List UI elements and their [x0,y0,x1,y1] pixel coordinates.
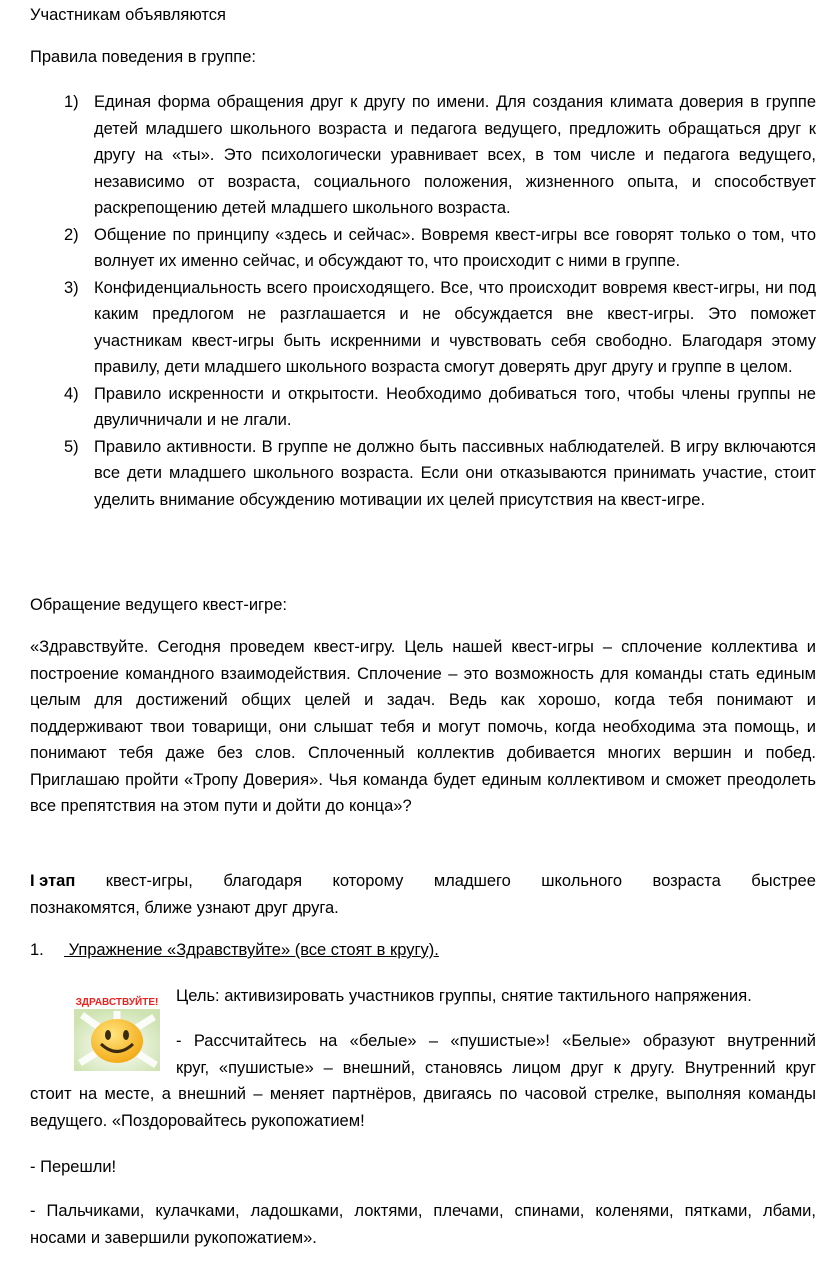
rule-item [30,89,816,222]
stage-word: младшего [433,872,511,890]
rule-item [30,434,816,514]
rule-item [30,222,816,275]
rule-text: Единая форма обращения друг к другу по имени. Для создания климата доверия в группе детей младшего школьного возраста и педагога ведущего, предложить обращаться друг к другу на «ты». Это психологически уравнивает всех, в том числе и педагога ведущего, независимо от возраста, социального положения, жизненного опыта, и способствует раскрепощению детей младшего школьного возраста. [94,93,816,217]
rule-item [30,381,816,434]
address-heading: Обращение ведущего квест-игре: [30,596,287,614]
stage-word: которому [332,872,404,890]
rule-item [30,275,816,381]
rule-text: Правило искренности и открытости. Необходимо добиваться того, чтобы члены группы не двуличничали и не лгали. [94,384,816,429]
switch-text: - Перешли! [30,1158,117,1176]
intro-text: Участникам объявляются [30,6,226,24]
stage-word: быстрее [751,872,816,890]
stage-word: школьного [541,872,623,890]
count-line-2: круг, «пушистые» – внешний, становясь лицом друг к другу. Внутренний круг [176,1058,816,1077]
address-text: «Здравствуйте. Сегодня проведем квест-игру. Цель нашей квест-игры – сплочение коллектива и построение командного взаимодействия. Сплочение – это возможность для команды стать единым целым для достижений общих целей и задач. Ведь как хорошо, когда тебя понимают и поддерживают твои товарищи, они слышат тебя и могут помочь, когда необходима эта помощь, и понимают тебя даже без слов. Сплоченный коллектив добивается многих вершин и побед. Приглашаю пройти «Тропу Доверия». Чья команда будет единым коллективом и сможет преодолеть все препятствия на этом пути и дойти до конца»? [30,638,816,815]
count-line-1: - Рассчитайтесь на «белые» – «пушистые»! «Белые» образуют внутренний [176,1032,816,1050]
stage-second-line: познакомятся, ближе узнают друг друга. [30,898,339,917]
rule-number: 3) [64,278,79,297]
stage-paragraph [30,868,816,921]
exercise-number: 1. [30,941,44,959]
exercise-title: Упражнение «Здравствуйте» (все стоят в кругу). [64,941,439,959]
stage-word: квест-игры, [105,872,193,890]
exercise-heading [30,937,816,964]
picture-caption: ЗДРАВСТВУЙТЕ! [75,997,159,1008]
count-paragraph [30,1028,816,1134]
rule-number: 4) [64,384,79,403]
stage-label: I этап [30,872,76,890]
count-line-rest: стоит на месте, а внешний – меняет партнёров, двигаясь по часовой стрелке, выполняя команды ведущего. «Поздоровайтесь рукопожатием! [30,1085,816,1130]
rules-list [30,89,816,513]
rule-number: 2) [64,225,79,244]
stage-word: возраста [652,872,721,890]
rule-text: Правило активности. В группе не должно быть пассивных наблюдателей. В игру включаются все дети младшего школьного возраста. Если они отказываются принимать участие, стоит уделить внимание обсуждению мотивации их целей присутствия на квест-игре. [94,437,816,509]
rule-text: Конфиденциальность всего происходящего. Все, что происходит вовремя квест-игры, ни под каким предлогом не разглашается и не обсуждается вне квест-игры. Это поможет участникам квест-игры быть искренними и чувствовать себя свободно. Благодаря этому правилу, дети младшего школьного возраста смогут доверять друг другу и группе в целом. [94,278,816,376]
rules-heading: Правила поведения в группе: [30,48,256,66]
rule-text: Общение по принципу «здесь и сейчас». Вовремя квест-игры все говорят только о том, что волнует их именно сейчас, и обсуждают то, что происходит с ними в группе. [94,225,816,270]
goal-text: Цель: активизировать участников группы, снятие тактильного напряжения. [176,987,752,1005]
fingers-text: - Пальчиками, кулачками, ладошками, локтями, плечами, спинами, коленями, пятками, лбами, носами и завершили рукопожатием». [30,1202,816,1247]
rule-number: 1) [64,93,79,111]
stage-word: благодаря [223,872,303,890]
stage-first-line [30,868,816,895]
rule-number: 5) [64,437,79,456]
